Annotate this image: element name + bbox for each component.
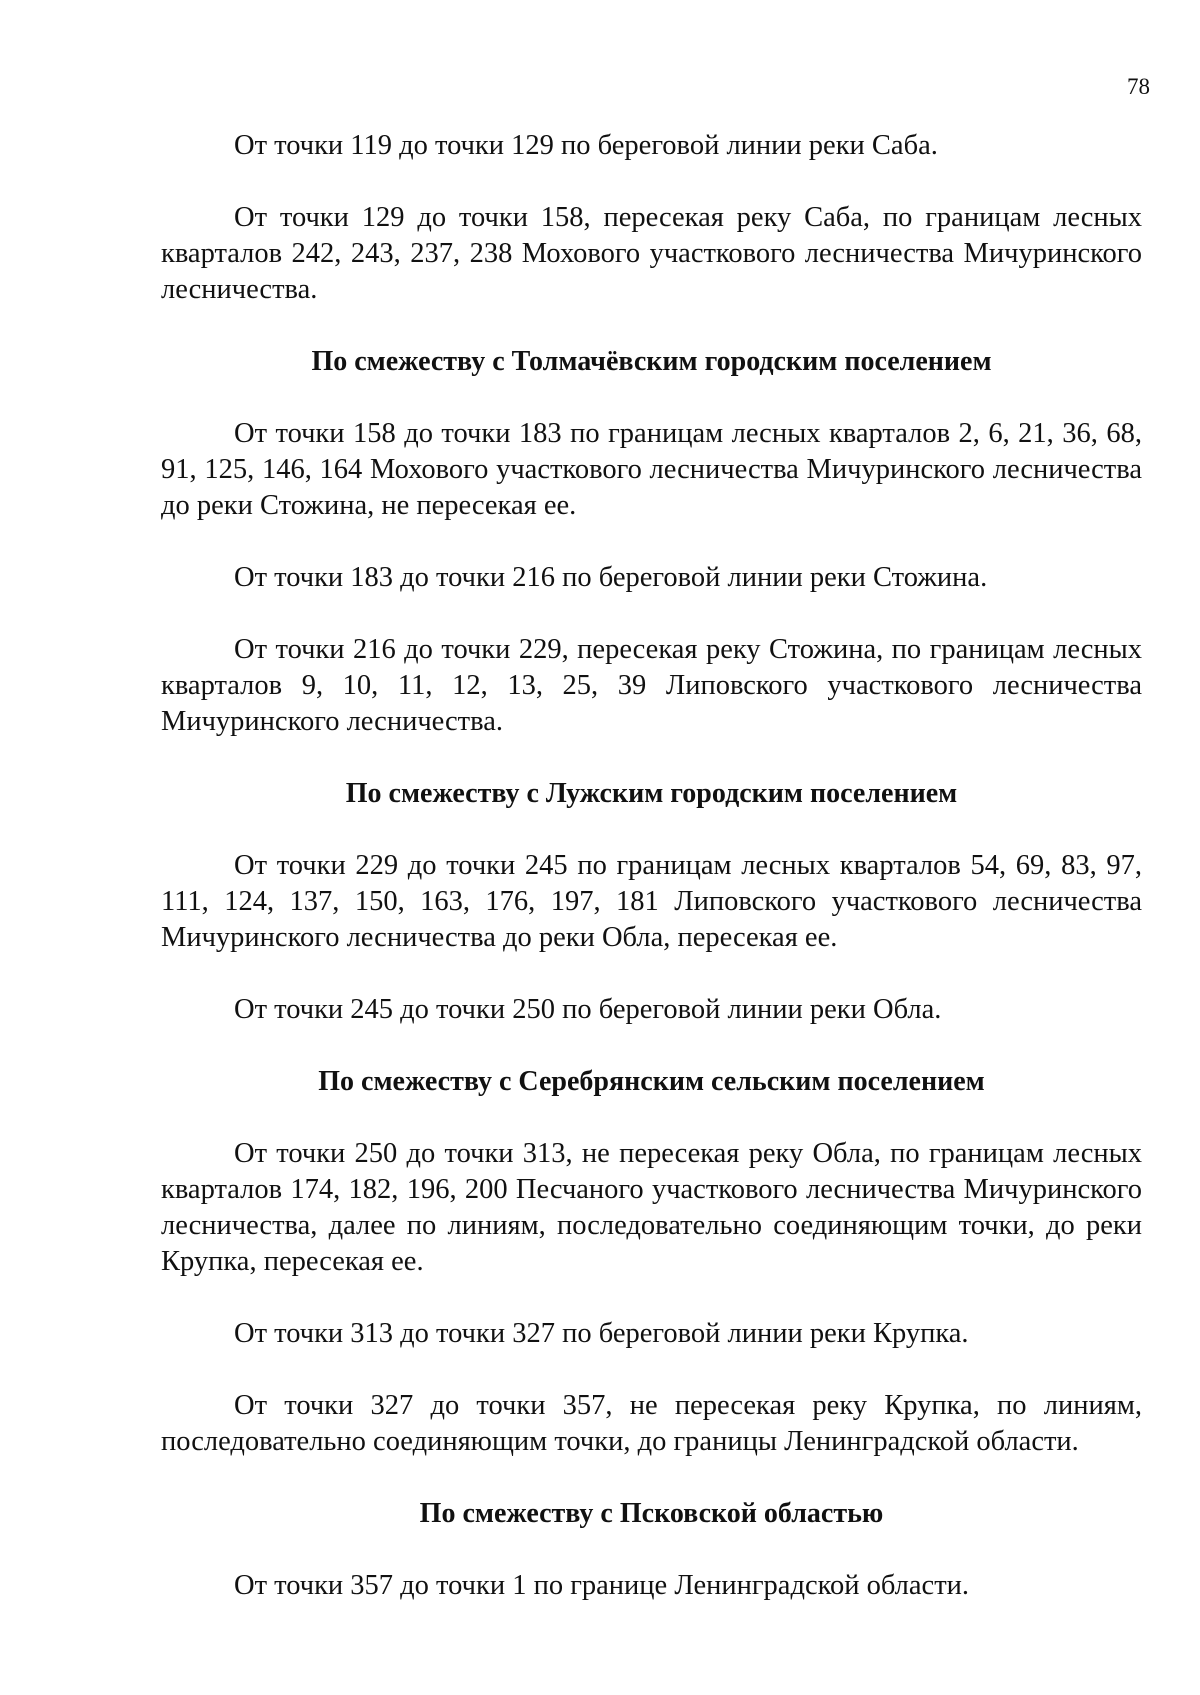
- document-body: [161, 128, 1142, 1604]
- section-heading: По смежеству с Лужским городским поселением: [345, 778, 958, 809]
- paragraph: От точки 313 до точки 327 по береговой линии реки Крупка.: [234, 1318, 969, 1349]
- paragraph: От точки 245 до точки 250 по береговой линии реки Обла.: [234, 994, 942, 1025]
- page-number: 78: [1127, 74, 1150, 99]
- paragraph: От точки 229 до точки 245 по границам лесных кварталов 54, 69, 83, 97, 111, 124, 137, 150, 163, 176, 197, 181 Липовского участкового лесничества Мичуринского лесничества до реки Обла, пересекая ее.: [161, 850, 1142, 953]
- section-heading: По смежеству с Псковской областью: [419, 1498, 884, 1529]
- paragraph: От точки 129 до точки 158, пересекая реку Саба, по границам лесных кварталов 242, 243, 237, 238 Мохового участкового лесничества Мичуринского лесничества.: [161, 202, 1142, 305]
- paragraph: От точки 119 до точки 129 по береговой линии реки Саба.: [234, 130, 938, 161]
- paragraph: От точки 216 до точки 229, пересекая реку Стожина, по границам лесных кварталов 9, 10, 11, 12, 13, 25, 39 Липовского участкового лесничества Мичуринского лесничества.: [161, 634, 1142, 737]
- paragraph: От точки 357 до точки 1 по границе Ленинградской области.: [234, 1570, 970, 1601]
- section-heading: По смежеству с Толмачёвским городским поселением: [311, 346, 992, 377]
- paragraph: От точки 158 до точки 183 по границам лесных кварталов 2, 6, 21, 36, 68, 91, 125, 146, 164 Мохового участкового лесничества Мичуринского лесничества до реки Стожина, не пересекая ее.: [161, 418, 1142, 521]
- paragraph: От точки 250 до точки 313, не пересекая реку Обла, по границам лесных кварталов 174, 182, 196, 200 Песчаного участкового лесничества Мичуринского лесничества, далее по линиям, последовательно соединяющим точки, до реки Крупка, пересекая ее.: [161, 1138, 1142, 1277]
- paragraph: От точки 183 до точки 216 по береговой линии реки Стожина.: [234, 562, 988, 593]
- paragraph: От точки 327 до точки 357, не пересекая реку Крупка, по линиям, последовательно соединяющим точки, до границы Ленинградской области.: [161, 1390, 1142, 1457]
- section-heading: По смежеству с Серебрянским сельским поселением: [318, 1066, 985, 1097]
